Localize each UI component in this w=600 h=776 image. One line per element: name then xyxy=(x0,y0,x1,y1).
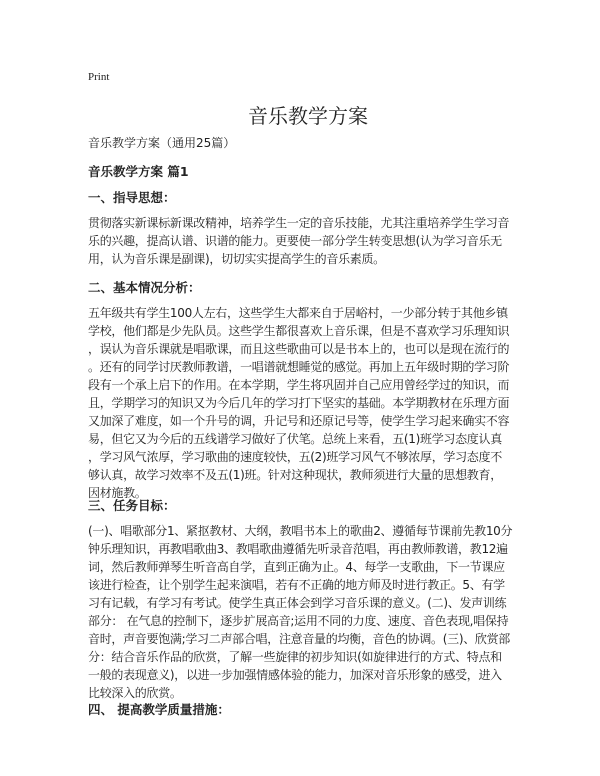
paragraph-line: ，学习风气浓厚，学习歌曲的速度较快，五(2)班学习风气不够浓厚，学习态度不 xyxy=(88,450,502,464)
section-paragraph xyxy=(88,304,509,502)
document-subtitle: 音乐教学方案（通用25篇） xyxy=(88,136,236,150)
paragraph-line: 学校，他们都是少先队员。这些学生都很喜欢上音乐课，但是不喜欢学习乐理知识 xyxy=(88,324,510,338)
paragraph-line: 一般的表现意义)，以进一步加强情感体验的能力，加深对音乐形象的感受，进入 xyxy=(88,668,502,682)
section-heading: 四、 提高教学质量措施： xyxy=(88,702,230,717)
document-title: 音乐教学方案 xyxy=(248,104,368,128)
paragraph-line: 段有一个承上启下的作用。在本学期，学生将巩固并自己应用曾经学过的知识，而 xyxy=(88,378,510,392)
paragraph-line: 乐的兴趣，提高认谱、识谱的能力。更要使一部分学生转变思想(认为学习音乐无 xyxy=(88,234,502,248)
print-label[interactable]: Print xyxy=(88,71,110,83)
paragraph-line: 又加深了难度，如一个升号的调，升记号和还原记号等，使学生学习起来确实不容 xyxy=(88,414,510,428)
paragraph-line: 因材施教。 xyxy=(88,486,147,500)
paragraph-line: 部分： 在气息的控制下，逐步扩展高音;运用不同的力度、速度、音色表现,唱保持 xyxy=(88,614,509,628)
paragraph-line: 五年级共有学生100人左右，这些学生大都来自于居峪村，一少部分转于其他乡镇 xyxy=(88,306,508,320)
article-heading: 音乐教学方案 篇1 xyxy=(88,164,189,179)
paragraph-line: 词，然后教师弹琴生听音高自学，直到正确为止。4、每学一支歌曲，下一节课应 xyxy=(88,560,505,574)
paragraph-line: 贯彻落实新课标新课改精神，培养学生一定的音乐技能，尤其注重培养学生学习音 xyxy=(88,216,510,230)
paragraph-line: 习有记载，有学习有考试。使学生真正体会到学习音乐课的意义。(二)、发声训练 xyxy=(88,596,507,610)
section-paragraph xyxy=(88,522,512,702)
paragraph-line: 易，但它又为今后的五线谱学习做好了伏笔。总统上来看，五(1)班学习态度认真 xyxy=(88,432,502,446)
paragraph-line: ，误认为音乐课就是唱歌课，而且这些歌曲可以是书本上的，也可以是现在流行的 xyxy=(88,342,510,356)
paragraph-line: 比较深入的欣赏。 xyxy=(88,686,182,700)
paragraph-line: (一)、唱歌部分1、紧抠教材、大纲，教唱书本上的歌曲2、遵循每节课前先教10分 xyxy=(88,524,513,538)
paragraph-line: 钟乐理知识，再教唱歌曲3、教唱歌曲遵循先听录音范唱，再由教师教谱，教12遍 xyxy=(88,542,508,556)
section-heading: 二、基本情况分析： xyxy=(88,280,201,295)
paragraph-line: 够认真，故学习效率不及五(1)班。针对这种现状，教师须进行大量的思想教育， xyxy=(88,468,502,482)
paragraph-line: 分：结合音乐作品的欣赏，了解一些旋律的初步知识(如旋律进行的方式、特点和 xyxy=(88,650,502,664)
paragraph-line: 。还有的同学讨厌教师教谱，一唱谱就想睡觉的感觉。再加上五年级时期的学习阶 xyxy=(88,360,510,374)
section-heading: 一、指导思想： xyxy=(88,190,176,205)
section-paragraph xyxy=(88,214,509,268)
paragraph-line: 音时，声音要饱满;学习二声部合唱，注意音量的均衡，音色的协调。(三)、欣赏部 xyxy=(88,632,511,646)
paragraph-line: 该进行检查，让个别学生起来演唱，若有不正确的地方师及时进行教正。5、有学 xyxy=(88,578,505,592)
paragraph-line: 用，认为音乐课是副课)，切切实实提高学生的音乐素质。 xyxy=(88,252,385,266)
paragraph-line: 且，学期学习的知识又为今后几年的学习打下坚实的基础。本学期教材在乐理方面 xyxy=(88,396,510,410)
section-heading: 三、任务目标： xyxy=(88,498,176,513)
